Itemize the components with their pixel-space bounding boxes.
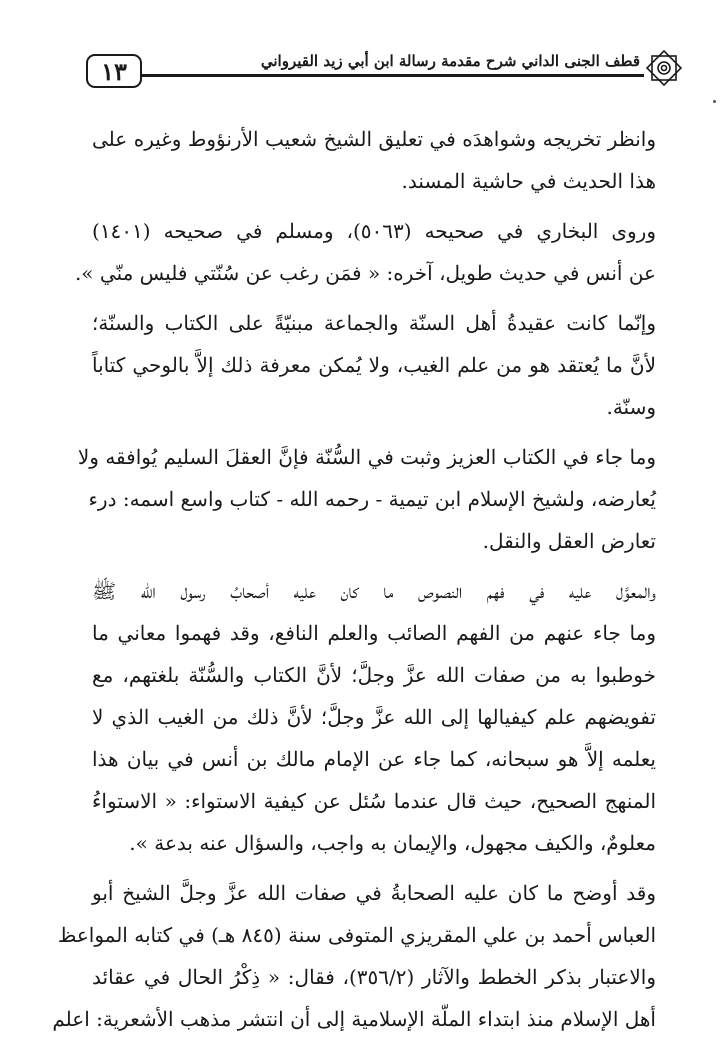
- paragraph: [92, 302, 678, 428]
- text-line: وما جاء عنهم من الفهم الصائب والعلم النافع، وقد فهموا معاني ما: [92, 621, 656, 645]
- text-line: وانظر تخريجه وشواهدَه في تعليق الشيخ شعيب الأرنؤوط وغيره على: [92, 127, 656, 151]
- text-line: العباس أحمد بن علي المقريزي المتوفى سنة (٨٤٥ هـ) في كتابه المواعظ: [57, 923, 656, 947]
- text-line: خوطبوا به من صفات الله عزَّ وجلَّ؛ لأنَّ الكتاب والسُّنّة بلغتهم، مع: [92, 663, 656, 687]
- text-line: وسنّة.: [606, 395, 656, 419]
- text-line: وما جاء في الكتاب العزيز وثبت في السُّنّة فإنَّ العقلَ السليم يُوافقه ولا: [77, 445, 656, 469]
- text-line: أهل الإسلام منذ ابتداء الملّة الإسلامية إلى أن انتشر مذهب الأشعرية: اعلم: [52, 1007, 656, 1031]
- text-line: وقد أوضح ما كان عليه الصحابةُ في صفات الله عزَّ وجلَّ الشيخ أبو: [92, 881, 656, 905]
- text-line: المنهج الصحيح، حيث قال عندما سُئل عن كيفية الاستواء: « الاستواءُ: [92, 789, 656, 813]
- text-line: والمعوَّل عليه في فهم النصوص ما كان عليه أصحابُ رسول الله ﷺ: [92, 579, 656, 603]
- book-title: قطف الجنى الداني شرح مقدمة رسالة ابن أبي زيد القيرواني: [255, 52, 640, 70]
- text-line: والاعتبار بذكر الخطط والآثار (٣٥٦/٢)، فقال: « ذِكْرُ الحال في عقائد: [92, 965, 656, 989]
- paragraph: [74, 210, 678, 294]
- text-line: يعلمه إلاَّ هو سبحانه، كما جاء عن الإمام مالك بن أنس في بيان هذا: [92, 747, 656, 771]
- page-header: [86, 44, 686, 90]
- header-rule: [142, 74, 644, 77]
- text-line: لأنَّ ما يُعتقد هو من علم الغيب، ولا يُمكن معرفة ذلك إلاَّ بالوحي كتاباً: [92, 353, 656, 377]
- text-line: هذا الحديث في حاشية المسند.: [401, 169, 656, 193]
- page-number: ١٣: [86, 54, 142, 88]
- octagram-star-ornament-icon: [644, 48, 684, 88]
- text-line: وإنّما كانت عقيدةُ أهل السنّة والجماعة مبنيّةً على الكتاب والسنّة؛: [92, 311, 656, 335]
- text-line: معلومٌ، والكيف مجهول، والإيمان به واجب، والسؤال عنه بدعة ».: [129, 831, 656, 855]
- text-line: تعارض العقل والنقل.: [482, 529, 656, 553]
- scan-mark: [713, 100, 716, 103]
- text-line: يُعارضه، ولشيخ الإسلام ابن تيمية - رحمه الله - كتاب واسع اسمه: درء: [88, 487, 656, 511]
- text-line: وروى البخاري في صحيحه (٥٠٦٣)، ومسلم في صحيحه (١٤٠١): [92, 219, 656, 243]
- paragraph: [52, 872, 678, 1040]
- paragraph: [92, 118, 678, 202]
- paragraph: [77, 436, 678, 562]
- text-line: عن أنس في حديث طويل، آخره: « فمَن رغب عن سُنّتي فليس منّي ».: [74, 261, 656, 285]
- text-line: تفويضهم علم كيفيالها إلى الله عزَّ وجلَّ؛ لأنَّ ذلك من الغيب الذي لا: [92, 705, 656, 729]
- paragraph: [92, 570, 678, 864]
- body-text: [52, 118, 678, 1048]
